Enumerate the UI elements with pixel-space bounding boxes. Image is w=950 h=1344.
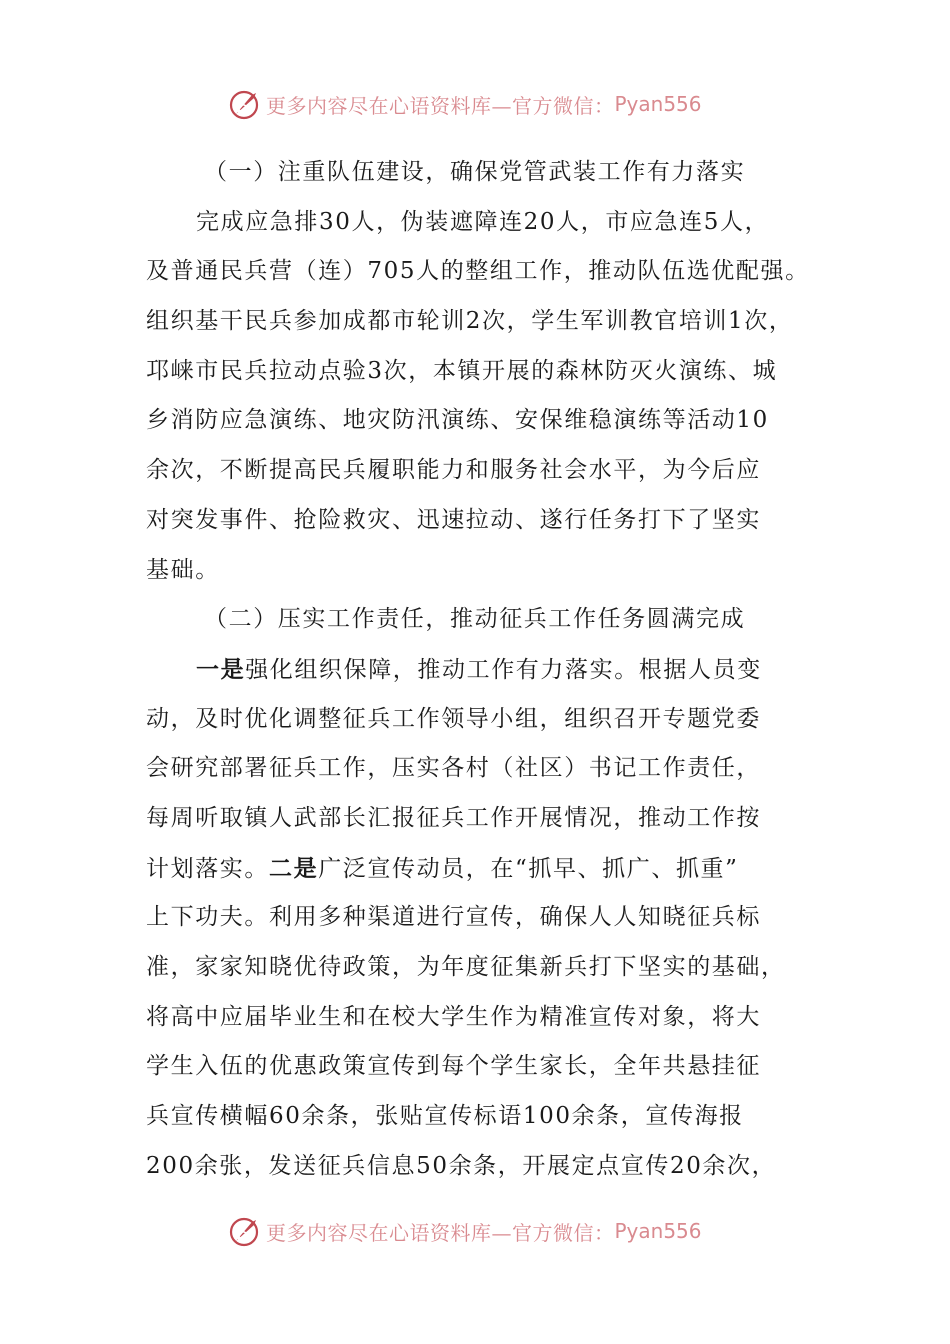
section-heading-1: （一）注重队伍建设，确保党管武装工作有力落实 — [204, 159, 746, 185]
paragraph-line: 邛崃市民兵拉动点验3次，本镇开展的森林防灭火演练、城 — [146, 357, 778, 384]
paragraph-line: 将高中应届毕业生和在校大学生作为精准宣传对象，将大 — [146, 1003, 761, 1030]
paragraph-text: 强化组织保障，推动工作有力落实。根据人员变 — [245, 656, 762, 683]
paragraph-text: 广泛宣传动员，在“抓早、抓广、抓重” — [318, 855, 739, 882]
watermark-header — [228, 86, 702, 122]
paragraph-line: 兵宣传横幅60余条，张贴宣传标语100余条，宣传海报 — [146, 1103, 744, 1130]
quill-pen-logo-icon — [228, 1214, 262, 1248]
paragraph-line: 动，及时优化调整征兵工作领导小组，组织召开专题党委 — [146, 705, 761, 732]
watermark-footer — [228, 1213, 702, 1249]
document-body — [146, 148, 826, 1191]
paragraph-text: 计划落实。 — [146, 855, 269, 882]
paragraph-line: 余次，不断提高民兵履职能力和服务社会水平，为今后应 — [146, 457, 761, 484]
paragraph-line: 上下功夫。利用多种渠道进行宣传，确保人人知晓征兵标 — [146, 904, 761, 931]
watermark-text: 更多内容尽在心语资料库—官方微信： — [266, 1220, 615, 1245]
paragraph-line — [146, 844, 826, 894]
paragraph-line: 学生入伍的优惠政策宣传到每个学生家长，全年共悬挂征 — [146, 1053, 761, 1080]
paragraph-line: 每周听取镇人武部长汇报征兵工作开展情况，推动工作按 — [146, 804, 761, 831]
paragraph-line: 完成应急排30人，伪装遮障连20人，市应急连5人， — [196, 208, 770, 235]
watermark-text: 更多内容尽在心语资料库—官方微信： — [266, 93, 615, 118]
paragraph-line: 准，家家知晓优待政策，为年度征集新兵打下坚实的基础， — [146, 954, 786, 980]
section-heading-2: （二）压实工作责任，推动征兵工作任务圆满完成 — [204, 606, 746, 633]
paragraph-line: 会研究部署征兵工作，压实各村（社区）书记工作责任， — [146, 755, 761, 782]
paragraph-line: 乡消防应急演练、地灾防汛演练、安保维稳演练等活动10 — [146, 407, 769, 434]
watermark-account: Pyan556 — [614, 1219, 702, 1243]
paragraph-line: 及普通民兵营（连）705人的整组工作，推动队伍选优配强。 — [146, 258, 810, 285]
paragraph-line: 对突发事件、抢险救灾、迅速拉动、遂行任务打下了坚实 — [146, 506, 761, 533]
paragraph-line: 基础。 — [146, 556, 220, 583]
paragraph-line: 200余张，发送征兵信息50余条，开展定点宣传20余次， — [146, 1152, 777, 1179]
paragraph-line: 组织基干民兵参加成都市轮训2次，学生军训教官培训1次， — [146, 308, 794, 335]
paragraph-line — [146, 645, 826, 695]
watermark-account: Pyan556 — [614, 92, 702, 116]
bold-marker-second: 二是 — [269, 854, 319, 882]
bold-marker-first: 一是 — [196, 655, 246, 683]
quill-pen-logo-icon — [228, 87, 262, 121]
